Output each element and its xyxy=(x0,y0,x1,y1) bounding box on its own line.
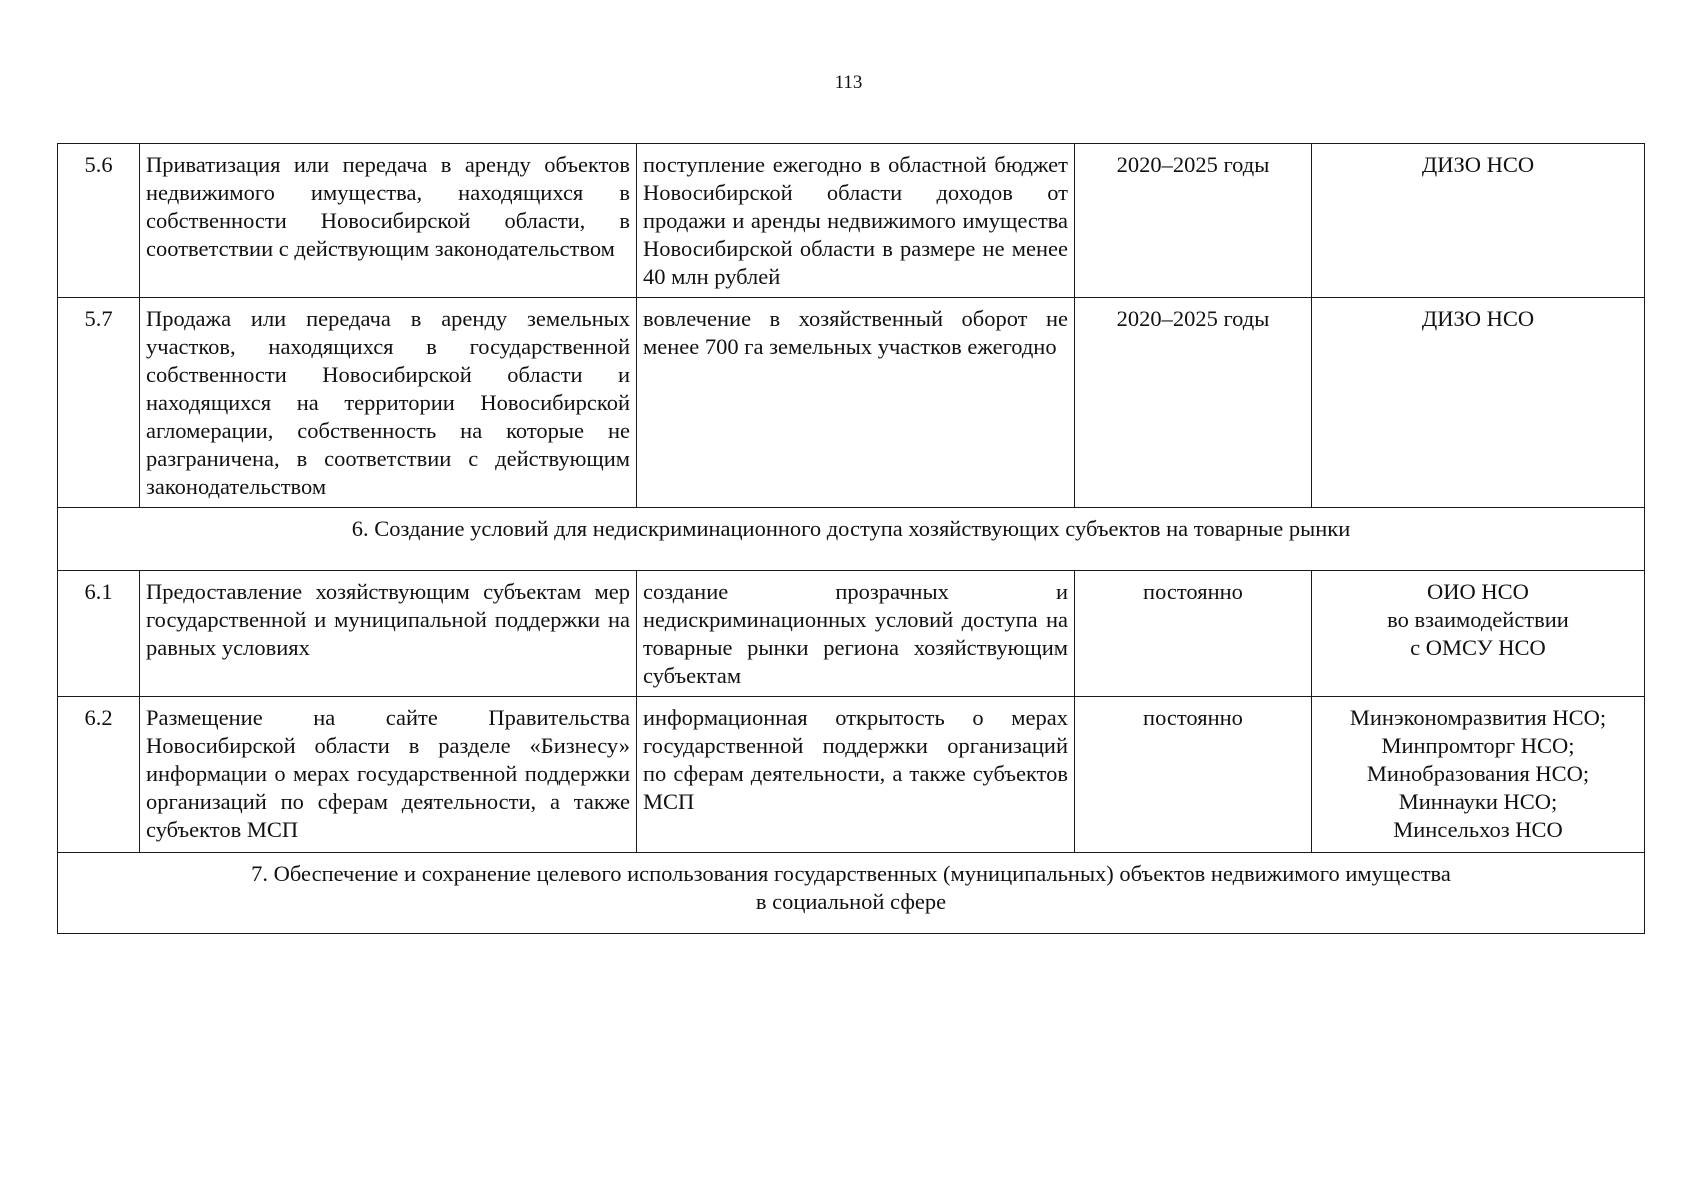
page-number: 113 xyxy=(834,72,863,93)
table-row xyxy=(58,298,1645,508)
expected-result: информационная открытость о мерах государственной поддержки организаций по сферам деятельности, а также субъектов МСП xyxy=(637,697,1075,853)
section-title: 6. Создание условий для недискриминационного доступа хозяйствующих субъектов на товарные рынки xyxy=(58,508,1645,571)
item-number: 6.2 xyxy=(58,697,140,853)
executor-line: с ОМСУ НСО xyxy=(1410,635,1546,660)
executor-line: ОИО НСО xyxy=(1427,579,1529,604)
measure-description: Размещение на сайте Правительства Новосибирской области в разделе «Бизнесу» информации о мерах государственной поддержки организаций по сферам деятельности, а также субъектов МСП xyxy=(140,697,637,853)
expected-result: создание прозрачных и недискриминационных условий доступа на товарные рынки региона хозяйствующим субъектам xyxy=(637,571,1075,697)
executor-line: ДИЗО НСО xyxy=(1421,306,1535,331)
executor-line: ДИЗО НСО xyxy=(1421,152,1535,177)
implementation-period: 2020–2025 годы xyxy=(1075,144,1312,298)
item-number: 5.7 xyxy=(58,298,140,508)
item-number: 5.6 xyxy=(58,144,140,298)
measure-description: Продажа или передача в аренду земельных участков, находящихся в государственной собственности Новосибирской области и находящихся на территории Новосибирской агломерации, собственность на которые не разграничена, в соответствии с действующим законодательством xyxy=(140,298,637,508)
implementation-period: постоянно xyxy=(1075,697,1312,853)
responsible-executor xyxy=(1312,144,1645,298)
executor-line: во взаимодействии xyxy=(1387,607,1569,632)
section-title-line: в социальной сфере xyxy=(755,889,947,914)
section-title-line: 7. Обеспечение и сохранение целевого использования государственных (муниципальных) объектов недвижимого имущества xyxy=(251,861,1451,886)
section-heading-row xyxy=(58,853,1645,934)
table-row xyxy=(58,144,1645,298)
implementation-period: постоянно xyxy=(1075,571,1312,697)
table-row xyxy=(58,697,1645,853)
measure-description: Предоставление хозяйствующим субъектам мер государственной и муниципальной поддержки на равных условиях xyxy=(140,571,637,697)
executor-line: Минсельхоз НСО xyxy=(1393,817,1563,842)
responsible-executor xyxy=(1312,571,1645,697)
implementation-period: 2020–2025 годы xyxy=(1075,298,1312,508)
executor-line: Минобразования НСО; xyxy=(1366,761,1590,786)
responsible-executor xyxy=(1312,298,1645,508)
expected-result: вовлечение в хозяйственный оборот не менее 700 га земельных участков ежегодно xyxy=(637,298,1075,508)
expected-result: поступление ежегодно в областной бюджет Новосибирской области доходов от продажи и аренды недвижимого имущества Новосибирской области в размере не менее 40 млн рублей xyxy=(637,144,1075,298)
section-heading-row xyxy=(58,508,1645,571)
executor-line: Минпромторг НСО; xyxy=(1381,733,1575,758)
responsible-executor xyxy=(1312,697,1645,853)
measures-table xyxy=(57,143,1645,934)
item-number: 6.1 xyxy=(58,571,140,697)
table-row xyxy=(58,571,1645,697)
executor-line: Миннауки НСО; xyxy=(1398,789,1558,814)
section-title xyxy=(58,853,1645,934)
measure-description: Приватизация или передача в аренду объектов недвижимого имущества, находящихся в собственности Новосибирской области, в соответствии с действующим законодательством xyxy=(140,144,637,298)
executor-line: Минэкономразвития НСО; xyxy=(1349,705,1607,730)
